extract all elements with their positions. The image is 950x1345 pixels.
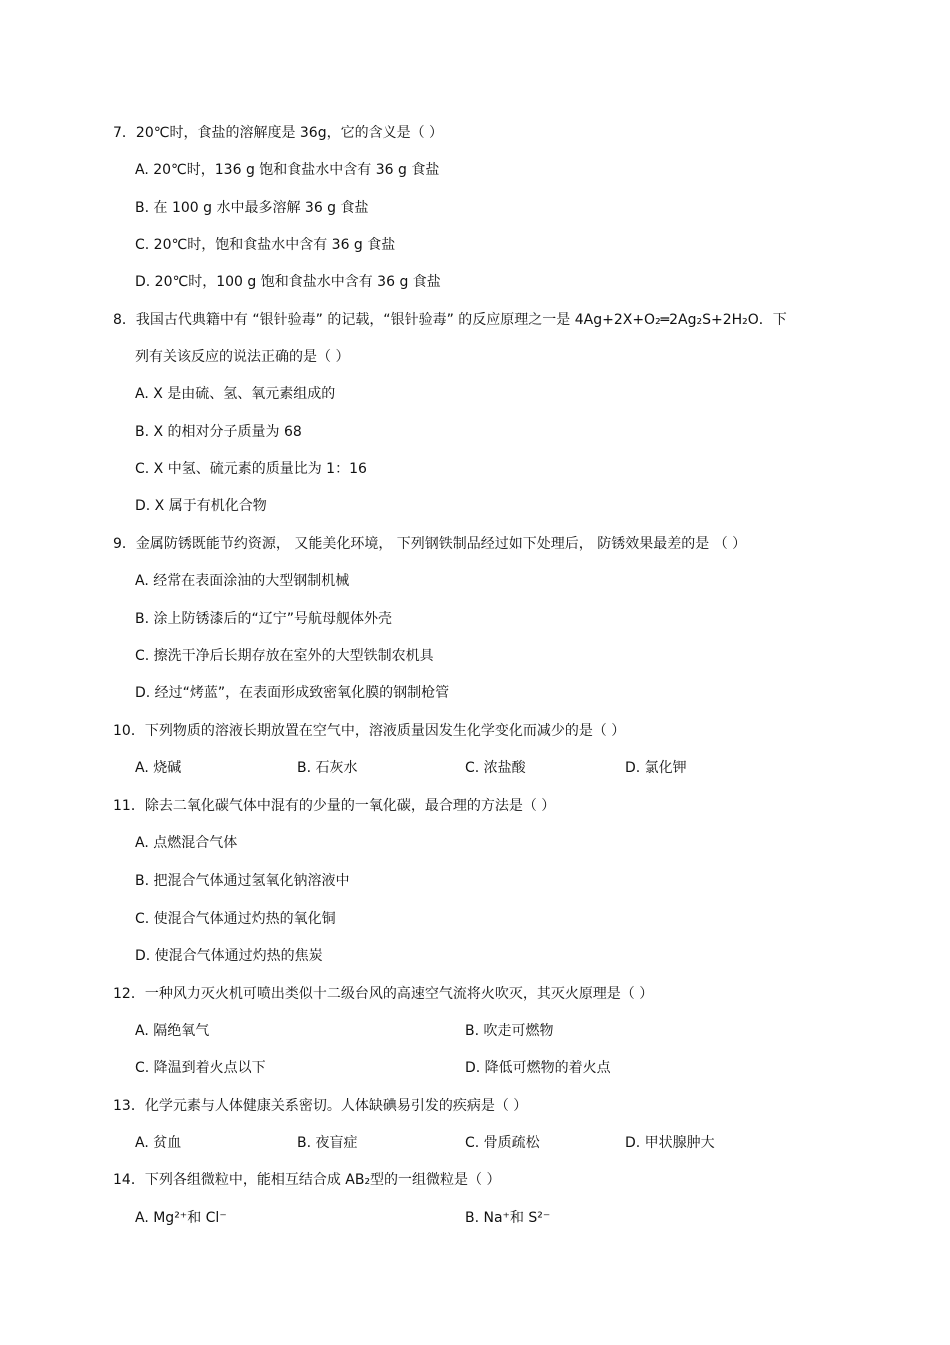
question-14-option-a: A. Mg²⁺和 Cl⁻: [135, 1210, 227, 1226]
question-13-option-a: A. 贫血: [135, 1135, 182, 1151]
question-12-option-a: A. 隔绝氧气: [135, 1023, 210, 1039]
question-13-option-c: C. 骨质疏松: [465, 1135, 540, 1151]
question-9-option-c: C. 擦洗干净后长期存放在室外的大型铁制农机具: [135, 648, 434, 664]
question-14-option-b: B. Na⁺和 S²⁻: [465, 1210, 551, 1226]
question-11-option-d: D. 使混合气体通过灼热的焦炭: [135, 948, 323, 964]
question-13-option-d: D. 甲状腺肿大: [625, 1135, 715, 1151]
question-13-option-b: B. 夜盲症: [297, 1135, 358, 1151]
question-9-option-b: B. 涂上防锈漆后的“辽宁”号航母舰体外壳: [135, 611, 393, 627]
question-7-stem: 7．20℃时，食盐的溶解度是 36g，它的含义是（ ）: [113, 125, 444, 141]
question-11-option-a: A. 点燃混合气体: [135, 835, 238, 851]
question-11-stem: 11．除去二氧化碳气体中混有的少量的一氧化碳，最合理的方法是（ ）: [113, 798, 556, 814]
question-11-option-b: B. 把混合气体通过氢氧化钠溶液中: [135, 873, 350, 889]
question-10-option-a: A. 烧碱: [135, 760, 182, 776]
question-7-option-c: C. 20℃时，饱和食盐水中含有 36 g 食盐: [135, 237, 396, 253]
question-8-option-c: C. X 中氢、硫元素的质量比为 1：16: [135, 461, 367, 477]
question-9-option-a: A. 经常在表面涂油的大型钢制机械: [135, 573, 350, 589]
question-12-stem: 12．一种风力灭火机可喷出类似十二级台风的高速空气流将火吹灭，其灭火原理是（ ）: [113, 986, 654, 1002]
question-8-option-d: D. X 属于有机化合物: [135, 498, 267, 514]
question-10-option-b: B. 石灰水: [297, 760, 358, 776]
question-8-stem-line-2: 列有关该反应的说法正确的是（ ）: [135, 349, 350, 365]
question-7-option-a: A. 20℃时，136 g 饱和食盐水中含有 36 g 食盐: [135, 162, 440, 178]
question-9-stem: 9．金属防锈既能节约资源， 又能美化环境， 下列钢铁制品经过如下处理后， 防锈效果最差的是 （ ）: [113, 536, 747, 552]
question-12-option-b: B. 吹走可燃物: [465, 1023, 554, 1039]
question-11-option-c: C. 使混合气体通过灼热的氧化铜: [135, 911, 336, 927]
question-14-stem: 14．下列各组微粒中，能相互结合成 AB₂型的一组微粒是（ ）: [113, 1172, 501, 1188]
question-7-option-d: D. 20℃时，100 g 饱和食盐水中含有 36 g 食盐: [135, 274, 441, 290]
question-9-option-d: D. 经过“烤蓝”，在表面形成致密氧化膜的钢制枪管: [135, 685, 450, 701]
question-12-option-d: D. 降低可燃物的着火点: [465, 1060, 611, 1076]
question-10-option-c: C. 浓盐酸: [465, 760, 526, 776]
question-8-option-a: A. X 是由硫、氢、氧元素组成的: [135, 386, 336, 402]
question-8-stem-line-1: 8．我国古代典籍中有 “银针验毒” 的记载，“银针验毒” 的反应原理之一是 4Ag+2X+O₂═2Ag₂S+2H₂O．下: [113, 312, 787, 328]
question-10-stem: 10．下列物质的溶液长期放置在空气中，溶液质量因发生化学变化而减少的是（ ）: [113, 723, 626, 739]
question-12-option-c: C. 降温到着火点以下: [135, 1060, 266, 1076]
question-8-option-b: B. X 的相对分子质量为 68: [135, 424, 302, 440]
question-13-stem: 13．化学元素与人体健康关系密切。人体缺碘易引发的疾病是（ ）: [113, 1098, 528, 1114]
question-10-option-d: D. 氯化钾: [625, 760, 687, 776]
question-7-option-b: B. 在 100 g 水中最多溶解 36 g 食盐: [135, 200, 369, 216]
